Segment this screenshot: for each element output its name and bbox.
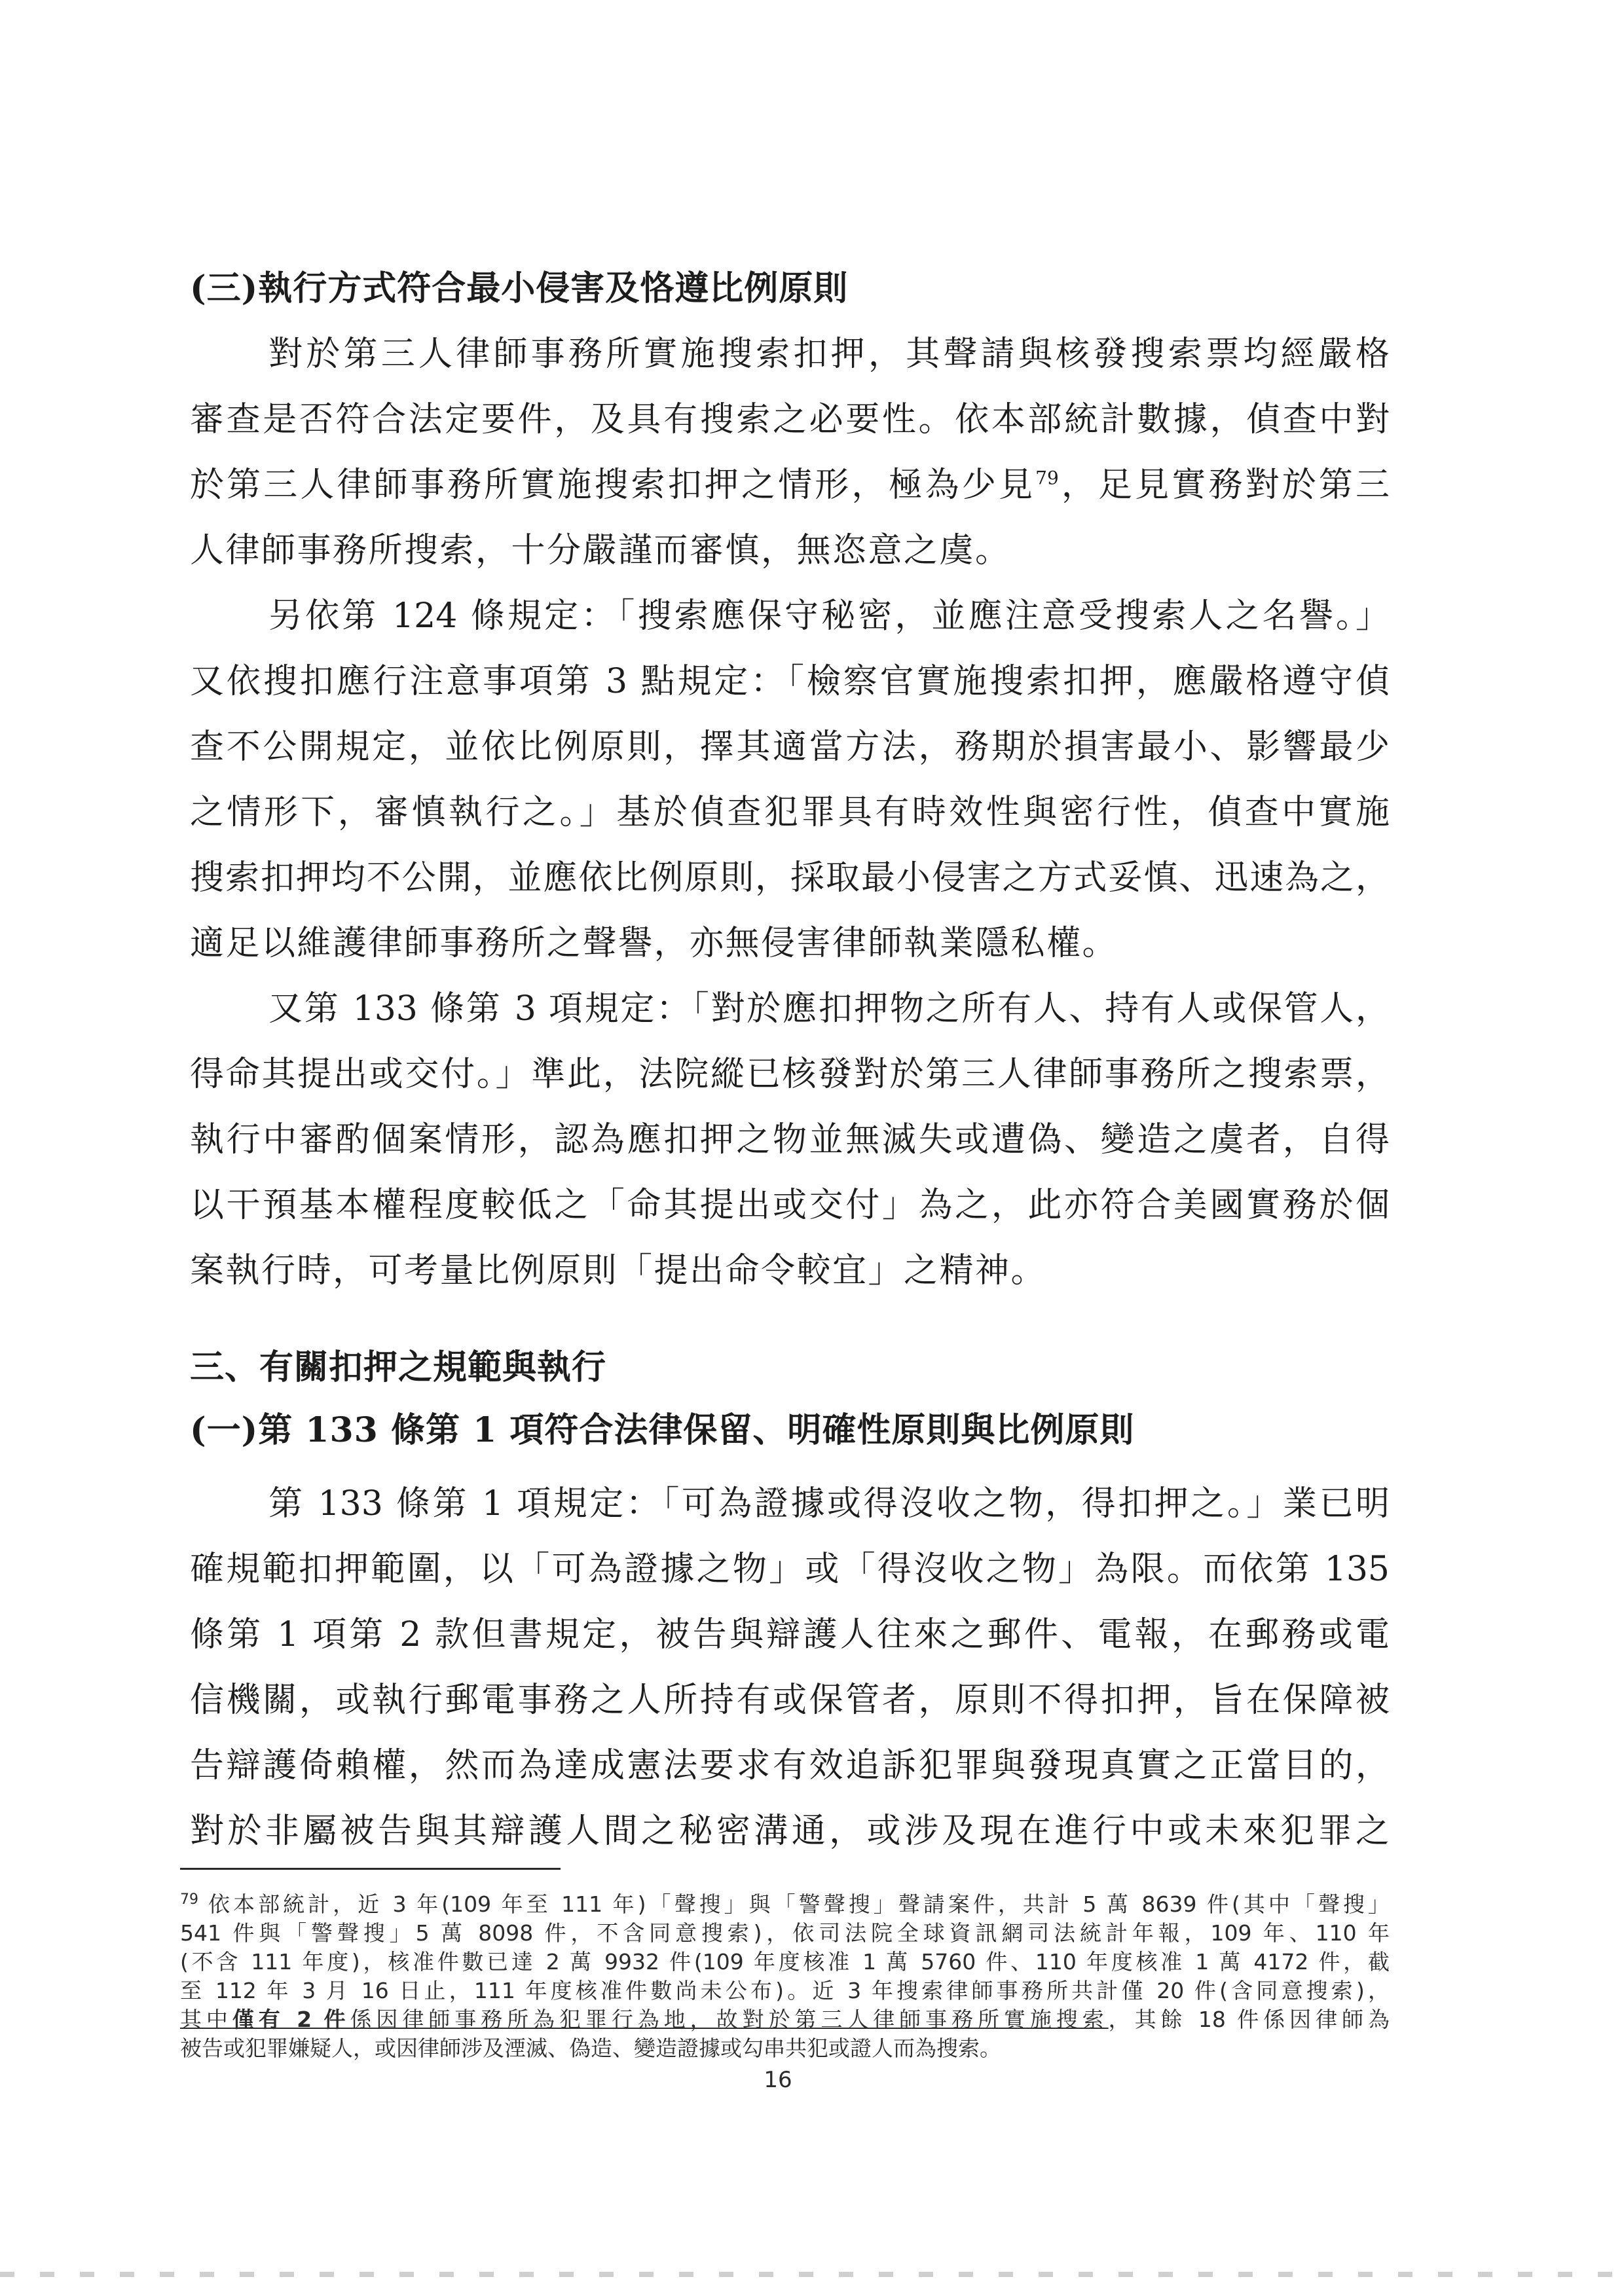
line-text: ，足見實務對於第三 <box>1058 465 1390 505</box>
footnote-text: ，其餘 18 件係因律師為 <box>1108 2007 1390 2032</box>
paragraph <box>190 1471 1390 1864</box>
line-text: 於第三人律師事務所實施搜索扣押之情形，極為少見 <box>190 465 1036 505</box>
underlined-text: 係因律師事務所為犯罪行為地，故對於第三人律師事務所實施搜索 <box>350 2007 1109 2032</box>
subsection-three <box>190 256 1390 1303</box>
paragraph <box>190 321 1390 583</box>
footnote-reference: 79 <box>1035 467 1059 489</box>
paragraph-line: 又第 133 條第 3 項規定：「對於應扣押物之所有人、持有人或保管人， <box>268 989 1390 1029</box>
footnote-line <box>180 1890 1390 1919</box>
subsection-heading: (一)第 133 條第 1 項符合法律保留、明確性原則與比例原則 <box>190 1410 1135 1450</box>
paragraph <box>190 976 1390 1303</box>
subsection-heading: (三)執行方式符合最小侵害及恪遵比例原則 <box>190 268 849 308</box>
footnote-line <box>180 2005 1390 2034</box>
paragraph-line: 得命其提出或交付。」準此，法院縱已核發對於第三人律師事務所之搜索票， <box>190 1055 1390 1094</box>
paragraph-line: 適足以維護律師事務所之聲譽，亦無侵害律師執業隱私權。 <box>190 924 1118 963</box>
footnote-line: (不含 111 年度)，核准件數已達 2 萬 9932 件(109 年度核准 1 萬 5760 件、110 年度核准 1 萬 4172 件，截 <box>180 1949 1390 1975</box>
paragraph-line <box>190 452 1390 518</box>
page-number: 16 <box>764 2067 792 2093</box>
paragraph-line: 案執行時，可考量比例原則「提出命令較宜」之精神。 <box>190 1251 1047 1290</box>
paragraph-line: 條第 1 項第 2 款但書規定，被告與辯護人往來之郵件、電報，在郵務或電 <box>190 1615 1390 1654</box>
footnote-text: 依本部統計，近 3 年(109 年至 111 年)「聲搜」與「警聲搜」聲請案件，共計 5 萬 8639 件(其中「聲搜」 <box>205 1891 1390 1917</box>
footnote-line: 541 件與「警聲搜」5 萬 8098 件，不含同意搜索)，依司法院全球資訊網司法統計年報，109 年、110 年 <box>180 1920 1390 1946</box>
paragraph-line: 以干預基本權程度較低之「命其提出或交付」為之，此亦符合美國實務於個 <box>190 1186 1390 1225</box>
underlined-text: 其中 <box>180 2007 232 2032</box>
paragraph-line: 查不公開規定，並依比例原則，擇其適當方法，務期於損害最小、影響最少 <box>190 727 1390 767</box>
footnote-line: 被告或犯罪嫌疑人，或因律師涉及湮滅、偽造、變造證據或勾串共犯或證人而為搜索。 <box>180 2035 1001 2061</box>
footnote-line: 至 112 年 3 月 16 日止，111 年度核准件數尚未公布)。近 3 年搜索律師事務所共計僅 20 件(含同意搜索)， <box>180 1978 1390 2003</box>
subsection-one <box>190 1398 1390 1463</box>
paragraph-line: 審查是否符合法定要件，及具有搜索之必要性。依本部統計數據，偵查中對 <box>190 400 1390 439</box>
chapter-three <box>190 1335 1390 1400</box>
footnote-number: 79 <box>180 1891 198 1908</box>
paragraph-line: 對於非屬被告與其辯護人間之秘密溝通，或涉及現在進行中或未來犯罪之 <box>190 1812 1390 1851</box>
footnote <box>180 1890 1390 2063</box>
paragraph-line: 人律師事務所搜索，十分嚴謹而審慎，無恣意之虞。 <box>190 531 1011 570</box>
footnote-separator <box>180 1868 561 1870</box>
paragraph-line: 確規範扣押範圍，以「可為證據之物」或「得沒收之物」為限。而依第 135 <box>190 1550 1390 1589</box>
paragraph-line: 搜索扣押均不公開，並應依比例原則，採取最小侵害之方式妥慎、迅速為之， <box>190 858 1390 898</box>
paragraph-line: 告辯護倚賴權，然而為達成憲法要求有效追訴犯罪與發現真實之正當目的， <box>190 1746 1390 1785</box>
paragraph-line: 另依第 124 條規定：「搜索應保守秘密，並應注意受搜索人之名譽。」 <box>268 596 1390 636</box>
scan-noise-strip <box>0 2272 1624 2277</box>
paragraph <box>190 583 1390 976</box>
emphasized-text: 僅有 2 件 <box>232 2007 350 2032</box>
paragraph-line: 之情形下，審慎執行之。」基於偵查犯罪具有時效性與密行性，偵查中實施 <box>190 793 1390 832</box>
chapter-heading: 三、有關扣押之規範與執行 <box>190 1347 607 1387</box>
paragraph-line: 第 133 條第 1 項規定：「可為證據或得沒收之物，得扣押之。」業已明 <box>268 1484 1390 1523</box>
paragraph-line: 信機關，或執行郵電事務之人所持有或保管者，原則不得扣押，旨在保障被 <box>190 1681 1390 1720</box>
paragraph-line: 執行中審酌個案情形，認為應扣押之物並無滅失或遭偽、變造之虞者，自得 <box>190 1120 1390 1159</box>
paragraph-line: 又依搜扣應行注意事項第 3 點規定：「檢察官實施搜索扣押，應嚴格遵守偵 <box>190 662 1390 701</box>
paragraph-line: 對於第三人律師事務所實施搜索扣押，其聲請與核發搜索票均經嚴格 <box>268 335 1390 374</box>
